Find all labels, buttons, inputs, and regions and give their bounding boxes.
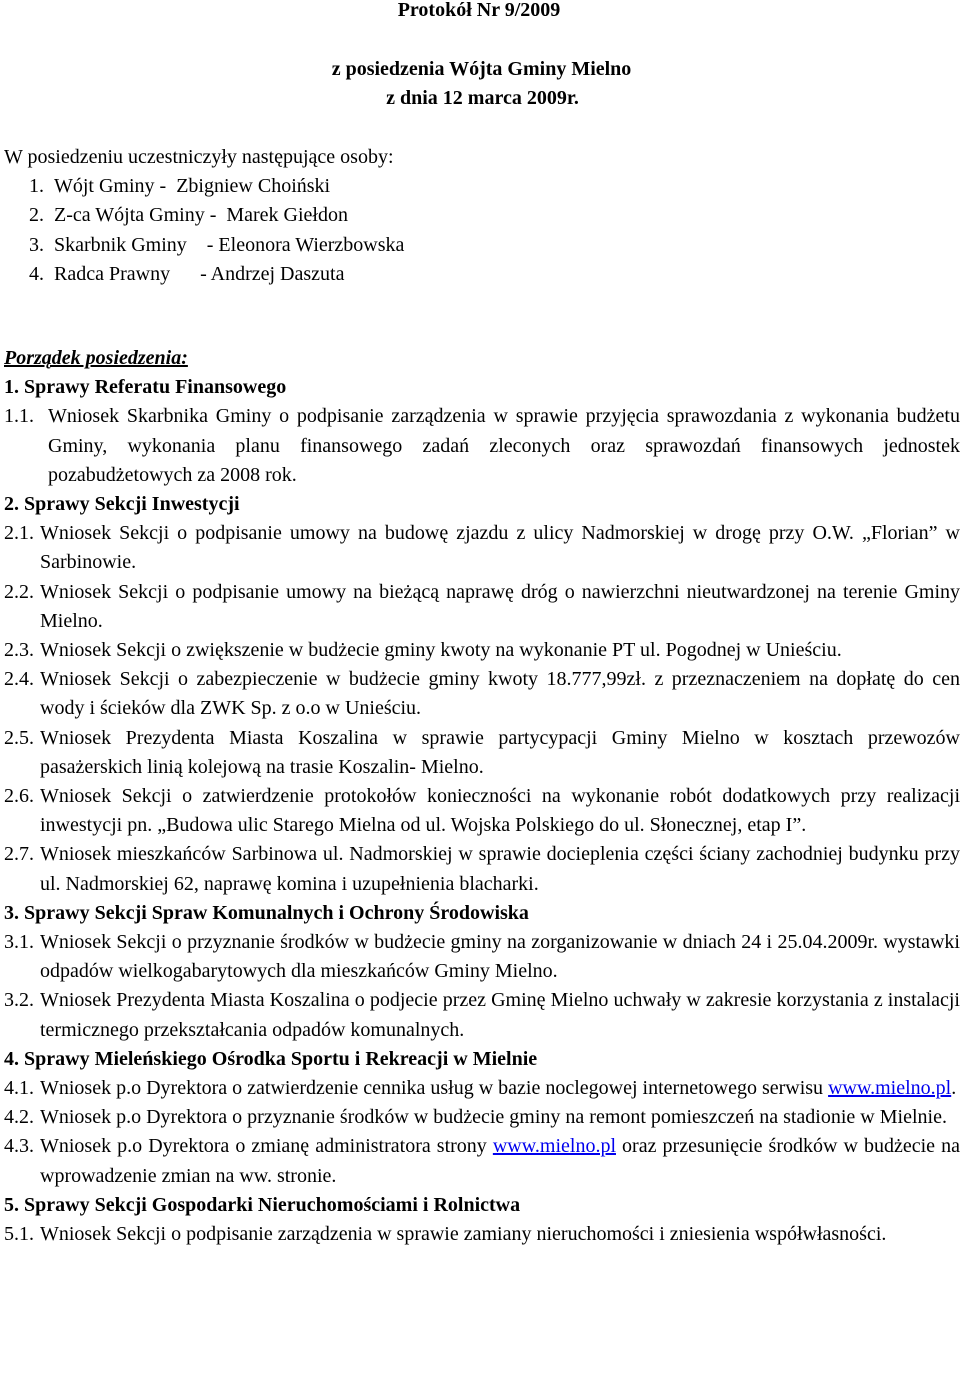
item-text: Wniosek Skarbnika Gminy o podpisanie zarządzenia w sprawie przyjęcia sprawozdania z wykonania budżetu Gminy, wykonania planu finansowego zadań zleconych oraz sprawozdań finansowych jednostek pozabudżetowych za 2008 rok.	[48, 405, 960, 486]
agenda-item	[4, 1132, 960, 1190]
attendee-number: 2.	[29, 204, 44, 227]
agenda-section-communal	[4, 899, 960, 1045]
item-number: 1.1.	[4, 405, 34, 428]
item-text-before: Wniosek p.o Dyrektora o zmianę administratora strony	[40, 1135, 493, 1158]
item-number: 5.1.	[4, 1223, 34, 1246]
document-title: Protokół Nr 9/2009	[397, 0, 561, 21]
agenda-section-sport	[4, 1045, 960, 1191]
section-title: 1. Sprawy Referatu Finansowego	[4, 376, 287, 399]
item-text: Wniosek Sekcji o podpisanie zarządzenia w sprawie zamiany nieruchomości i zniesienia współwłasności.	[40, 1223, 887, 1246]
item-text-before: Wniosek p.o Dyrektora o zatwierdzenie cennika usług w bazie noclegowej internetowego serwisu	[40, 1077, 829, 1100]
item-text: Wniosek Sekcji o zabezpieczenie w budżecie gminy kwoty 18.777,99zł. z przeznaczeniem na dopłatę do cen wody i ścieków dla ZWK Sp. z o.o w Unieściu.	[40, 668, 960, 720]
item-text: Wniosek Sekcji o podpisanie umowy na budowę zjazdu z ulicy Nadmorskiej w drogę przy O.W. „Florian” w Sarbinowie.	[40, 522, 960, 574]
item-text: Wniosek Prezydenta Miasta Koszalina w sprawie partycypacji Gminy Mielno w kosztach przewozów pasażerskich linią kolejową na trasie Koszalin- Mielno.	[40, 726, 960, 778]
item-number: 4.1.	[4, 1077, 34, 1100]
agenda-heading: Porządek posiedzenia:	[4, 347, 188, 369]
agenda-item	[4, 782, 960, 840]
item-number: 2.5.	[4, 726, 34, 749]
agenda-item	[4, 578, 960, 636]
item-number: 2.6.	[4, 785, 34, 808]
agenda-item	[4, 1220, 960, 1249]
agenda-section-finance	[4, 373, 960, 490]
item-number: 2.4.	[4, 668, 34, 691]
agenda-item	[4, 1074, 960, 1103]
agenda-item	[4, 665, 960, 723]
item-number: 3.1.	[4, 931, 34, 954]
item-number: 2.1.	[4, 522, 34, 545]
attendee-text: Wójt Gminy - Zbigniew Choiński	[54, 175, 331, 198]
attendee-item	[4, 201, 954, 230]
attendee-text: Radca Prawny - Andrzej Daszuta	[54, 262, 345, 285]
item-number: 2.2.	[4, 580, 34, 603]
attendees-list	[4, 172, 954, 289]
agenda-item	[4, 1103, 960, 1132]
document-date: z dnia 12 marca 2009r.	[386, 87, 579, 109]
attendee-item	[4, 231, 954, 260]
item-text	[40, 1132, 960, 1190]
attendee-item	[4, 260, 954, 289]
item-text: Wniosek Sekcji o podpisanie umowy na bieżącą naprawę dróg o nawierzchni nieutwardzonej na terenie Gminy Mielno.	[40, 580, 960, 632]
item-text: Wniosek Sekcji o przyznanie środków w budżecie gminy na zorganizowanie w dniach 24 i 25.04.2009r. wystawki odpadów wielkogabarytowych dla mieszkańców Gminy Mielno.	[40, 931, 960, 983]
agenda-item	[4, 928, 960, 986]
document-subtitle: z posiedzenia Wójta Gminy Mielno	[331, 58, 632, 80]
item-number: 4.3.	[4, 1135, 34, 1158]
attendee-item	[4, 172, 954, 201]
attendee-text: Skarbnik Gminy - Eleonora Wierzbowska	[54, 233, 405, 256]
item-text	[40, 1074, 960, 1103]
mielno-website-link[interactable]: www.mielno.pl	[828, 1077, 952, 1100]
agenda-item	[4, 840, 960, 898]
section-title: 2. Sprawy Sekcji Inwestycji	[4, 493, 240, 516]
agenda-item	[4, 986, 960, 1044]
attendees-intro: W posiedzeniu uczestniczyły następujące osoby:	[4, 146, 394, 168]
agenda-item	[4, 636, 960, 665]
attendees-block	[4, 143, 954, 289]
attendee-text: Z-ca Wójta Gminy - Marek Giełdon	[54, 204, 348, 227]
item-text-after: .	[951, 1077, 957, 1100]
section-title: 4. Sprawy Mieleńskiego Ośrodka Sportu i Rekreacji w Mielnie	[4, 1047, 538, 1070]
item-text: Wniosek Sekcji o zatwierdzenie protokołów konieczności na wykonanie robót dodatkowych przy realizacji inwestycji pn. „Budowa ulic Starego Mielna od ul. Wojska Polskiego do ul. Słonecznej, etap I”.	[40, 785, 960, 837]
agenda-section-real-estate	[4, 1191, 960, 1249]
item-text-after: oraz przesunięcie środków w budżecie na wprowadzenie zmian na ww. stronie.	[40, 1135, 960, 1187]
agenda-item	[4, 402, 960, 490]
item-number: 2.3.	[4, 639, 34, 662]
item-text: Wniosek p.o Dyrektora o przyznanie środków w budżecie gminy na remont pomieszczeń na stadionie w Mielnie.	[40, 1106, 947, 1129]
item-text: Wniosek mieszkańców Sarbinowa ul. Nadmorskiej w sprawie docieplenia części ściany zachodniej budynku przy ul. Nadmorskiej 62, naprawę komina i uzupełnienia blacharki.	[40, 843, 960, 895]
section-title: 3. Sprawy Sekcji Spraw Komunalnych i Ochrony Środowiska	[4, 901, 529, 924]
attendee-number: 1.	[29, 175, 44, 198]
item-number: 4.2.	[4, 1106, 34, 1129]
agenda-item	[4, 519, 960, 577]
attendee-number: 3.	[29, 233, 44, 256]
mielno-website-link[interactable]: www.mielno.pl	[492, 1135, 616, 1158]
item-text: Wniosek Sekcji o zwiększenie w budżecie gminy kwoty na wykonanie PT ul. Pogodnej w Unieściu.	[40, 639, 842, 662]
agenda-item	[4, 724, 960, 782]
item-number: 3.2.	[4, 989, 34, 1012]
item-number: 2.7.	[4, 843, 34, 866]
item-text: Wniosek Prezydenta Miasta Koszalina o podjecie przez Gminę Mielno uchwały w zakresie korzystania z instalacji termicznego przekształcania odpadów komunalnych.	[40, 989, 960, 1041]
agenda	[4, 344, 960, 1249]
section-title: 5. Sprawy Sekcji Gospodarki Nieruchomościami i Rolnictwa	[4, 1193, 521, 1216]
attendee-number: 4.	[29, 262, 44, 285]
agenda-section-investments	[4, 490, 960, 899]
